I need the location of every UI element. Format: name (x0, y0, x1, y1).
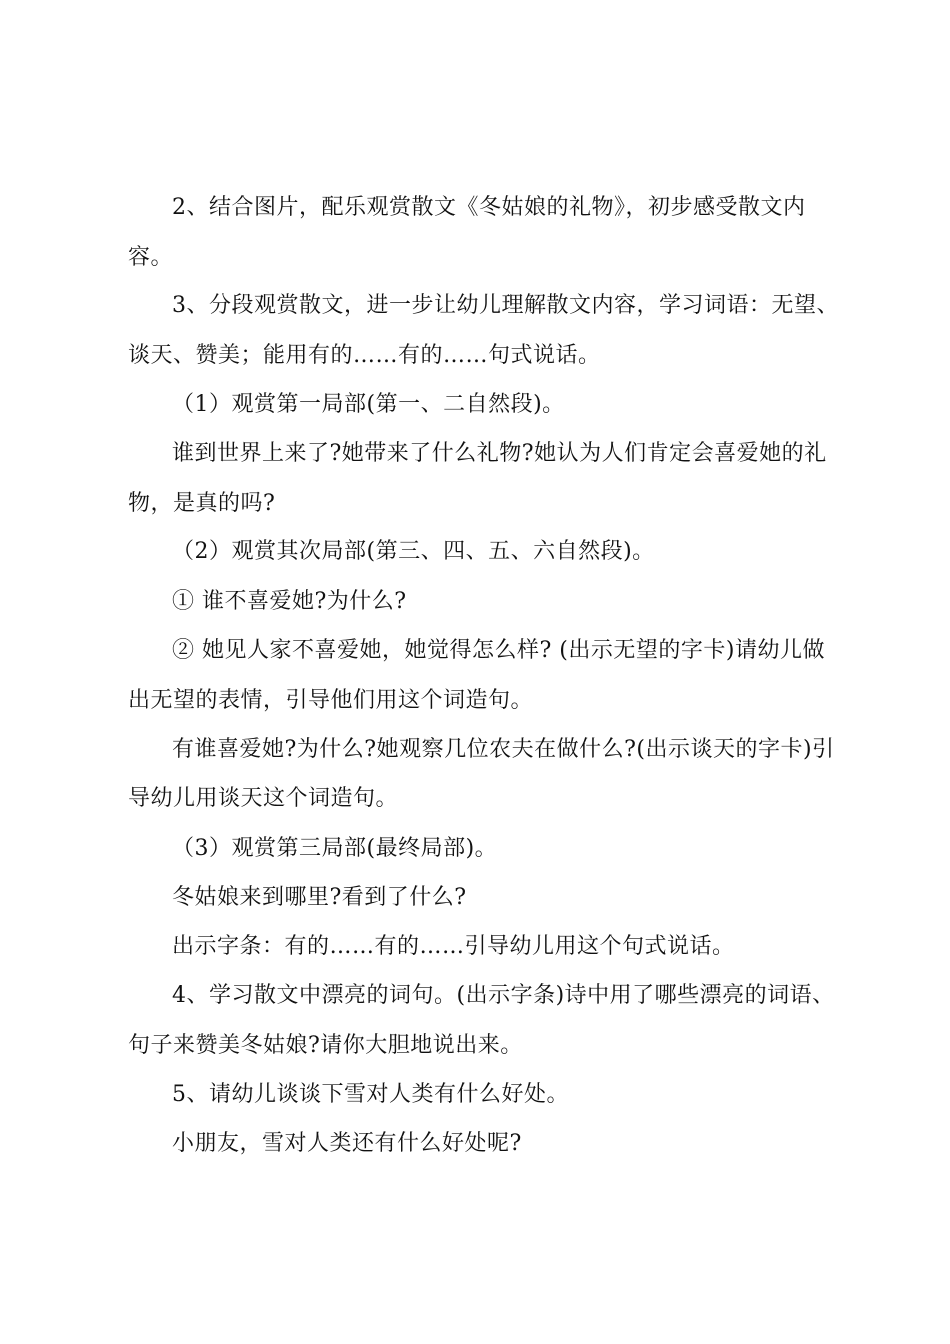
paragraph-line: 谁到世界上来了?她带来了什么礼物?她认为人们肯定会喜爱她的礼 (172, 441, 827, 466)
paragraph-line: 出无望的表情，引导他们用这个词造句。 (128, 688, 534, 713)
paragraph-line: 物，是真的吗? (128, 491, 276, 516)
paragraph-line: （1）观赏第一局部(第一、二自然段)。 (172, 392, 565, 417)
paragraph-line: 2、结合图片，配乐观赏散文《冬姑娘的礼物》，初步感受散文内 (172, 195, 806, 220)
paragraph-line: 4、学习散文中漂亮的词句。(出示字条)诗中用了哪些漂亮的词语、 (172, 983, 835, 1008)
paragraph-line: ② 她见人家不喜爱她，她觉得怎么样? (出示无望的字卡)请幼儿做 (172, 638, 825, 663)
paragraph-line: 出示字条：有的……有的……引导幼儿用这个句式说话。 (172, 934, 735, 959)
paragraph-line: 冬姑娘来到哪里?看到了什么? (172, 885, 467, 910)
paragraph-line: 5、请幼儿谈谈下雪对人类有什么好处。 (172, 1082, 569, 1107)
paragraph-line: （2）观赏其次局部(第三、四、五、六自然段)。 (172, 539, 655, 564)
paragraph-line: 有谁喜爱她?为什么?她观察几位农夫在做什么?(出示谈天的字卡)引 (172, 737, 835, 762)
paragraph-line: （3）观赏第三局部(最终局部)。 (172, 836, 498, 861)
paragraph-line: ① 谁不喜爱她?为什么? (172, 589, 407, 614)
paragraph-line: 句子来赞美冬姑娘?请你大胆地说出来。 (128, 1033, 523, 1058)
paragraph-line: 小朋友，雪对人类还有什么好处呢? (172, 1131, 522, 1156)
paragraph-line: 3、分段观赏散文，进一步让幼儿理解散文内容，学习词语：无望、 (172, 293, 839, 318)
paragraph-line: 导幼儿用谈天这个词造句。 (128, 786, 399, 811)
paragraph-line: 谈天、赞美；能用有的……有的……句式说话。 (128, 343, 601, 368)
paragraph-line: 容。 (128, 245, 174, 270)
